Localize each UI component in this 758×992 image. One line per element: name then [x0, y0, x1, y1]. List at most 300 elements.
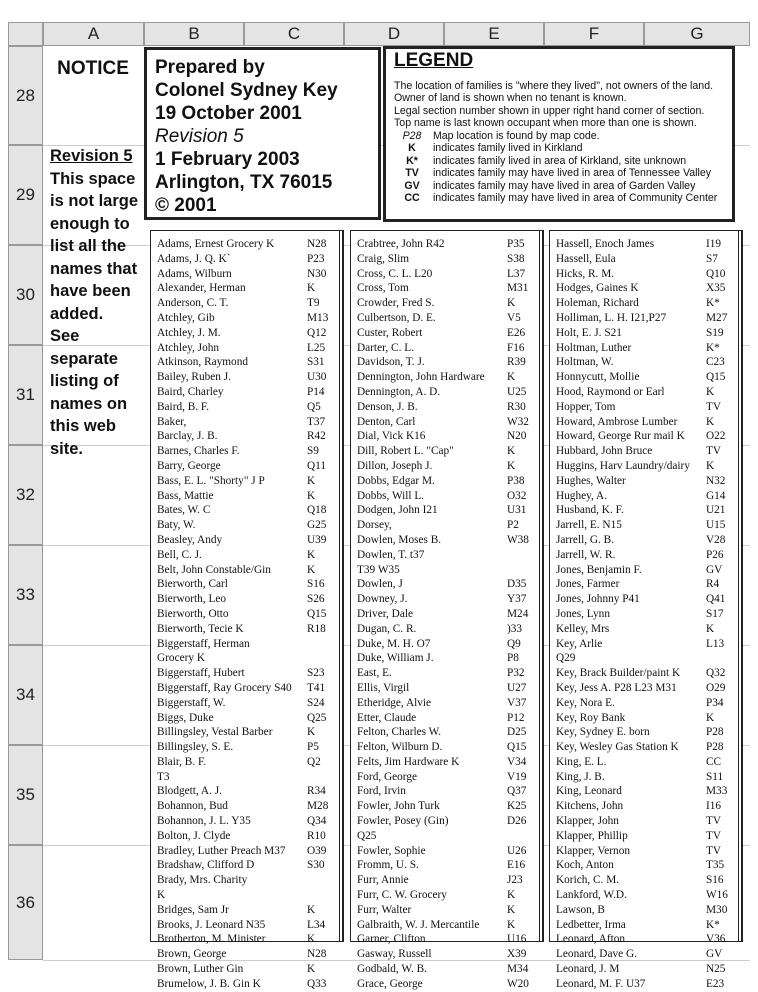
- legend-code-row: [394, 167, 724, 180]
- entry-map-code: M30: [706, 903, 728, 916]
- entry-map-code: Q9: [507, 637, 521, 650]
- entry-name: Klapper, Phillip: [556, 829, 628, 842]
- entry-map-code: M24: [507, 607, 529, 620]
- legend-code-description: indicates family may have lived in area of Tennessee Valley: [430, 167, 712, 179]
- row-header-28[interactable]: 28: [8, 46, 43, 145]
- entry-name: Crabtree, John R42: [357, 238, 445, 250]
- entry-map-code: S30: [307, 859, 325, 872]
- entry-name: King, J. B.: [556, 770, 605, 783]
- prepared-line-6: Arlington, TX 76015: [155, 172, 333, 193]
- entry-map-code: P28: [706, 741, 724, 754]
- name-entry: [357, 932, 535, 947]
- entry-map-code: L34: [307, 918, 326, 931]
- row-header-33[interactable]: 33: [8, 545, 43, 645]
- entry-map-code: Y37: [507, 593, 527, 606]
- name-entry: [556, 977, 734, 992]
- entry-map-code: Q15: [507, 741, 527, 754]
- entry-name: Bierworth, Carl: [157, 578, 228, 591]
- entry-map-code: K: [307, 726, 316, 739]
- name-entry: [556, 829, 734, 844]
- name-entry: [157, 400, 335, 415]
- entry-map-code: P38: [507, 474, 525, 487]
- entry-name: Hood, Raymond or Earl: [556, 385, 665, 398]
- entry-map-code: E23: [706, 977, 725, 990]
- name-entry: [157, 888, 335, 903]
- entry-map-code: P23: [307, 252, 325, 265]
- name-entry: [357, 858, 535, 873]
- name-entry: [556, 459, 734, 474]
- entry-map-code: N28: [307, 948, 327, 961]
- name-entry: [556, 814, 734, 829]
- name-entry: [157, 947, 335, 962]
- entry-name: Furr, Annie: [357, 874, 409, 887]
- name-entry: [556, 918, 734, 933]
- entry-name: Bates, W. C: [157, 504, 211, 517]
- prepared-by-box: [144, 47, 381, 220]
- entry-map-code: R42: [307, 430, 326, 443]
- legend-note: Owner of land is shown when no tenant is known.: [394, 92, 627, 104]
- entry-name: Key, Jess A. P28 L23 M31: [556, 681, 677, 694]
- entry-name: Bolton, J. Clyde: [157, 829, 231, 842]
- column-header-f[interactable]: F: [544, 22, 644, 46]
- name-entry: [157, 459, 335, 474]
- entry-map-code: I16: [706, 800, 722, 813]
- entry-name: Korich, C. M.: [556, 874, 620, 887]
- revision-note-line: this web: [50, 417, 117, 435]
- column-header-d[interactable]: D: [344, 22, 444, 46]
- entry-name: Darter, C. L.: [357, 341, 414, 354]
- entry-name: Brown, Luther Gin: [157, 963, 244, 976]
- name-entry: [556, 651, 734, 666]
- entry-name: Howard, Ambrose Lumber: [556, 415, 678, 428]
- entry-name: Holeman, Richard: [556, 297, 639, 310]
- entry-map-code: U26: [507, 844, 527, 857]
- name-entry: [157, 962, 335, 977]
- entry-name: Dodgen, John I21: [357, 504, 438, 517]
- name-entry: [157, 903, 335, 918]
- entry-name: Fowler, Sophie: [357, 844, 426, 857]
- entry-map-code: K: [507, 459, 516, 472]
- name-entry: [556, 444, 734, 459]
- name-entry: [157, 548, 335, 563]
- entry-name: Bierworth, Leo: [157, 593, 227, 606]
- revision-note-line: See: [50, 327, 80, 345]
- entry-name: Downey, J.: [357, 593, 408, 606]
- revision-note-line: is not large: [50, 192, 139, 210]
- revision-note-line: separate: [50, 349, 118, 368]
- entry-name: Duke, M. H. O7: [357, 637, 431, 650]
- revision-note-line: site.: [50, 439, 84, 458]
- entry-map-code: K: [507, 918, 516, 931]
- name-entry: [357, 415, 535, 430]
- name-entry: [357, 651, 535, 666]
- column-header-c[interactable]: C: [244, 22, 344, 46]
- entry-name: Baker,: [157, 415, 187, 428]
- name-entry: [556, 873, 734, 888]
- name-entry: [157, 444, 335, 459]
- notice-heading: NOTICE: [57, 58, 129, 79]
- entry-map-code: Q12: [307, 326, 327, 339]
- entry-map-code: [307, 651, 335, 666]
- prepared-line-1: Prepared by: [155, 57, 265, 78]
- name-entry: [556, 489, 734, 504]
- name-entry: [157, 681, 335, 696]
- entry-name: Gasway, Russell: [357, 948, 432, 961]
- name-entry: [157, 311, 335, 326]
- name-entry: [357, 385, 535, 400]
- name-entry: [556, 341, 734, 356]
- entry-name: East, E.: [357, 667, 392, 680]
- entry-name: Billingsley, S. E.: [157, 741, 234, 754]
- entry-name: Crowder, Fred S.: [357, 297, 435, 310]
- entry-name: Blodgett, A. J.: [157, 785, 222, 798]
- name-entry: [556, 237, 734, 252]
- name-entry: [556, 740, 734, 755]
- entry-name: Kelley, Mrs: [556, 622, 610, 635]
- entry-name: Howard, George Rur mail K: [556, 430, 685, 443]
- row-header-36[interactable]: 36: [8, 845, 43, 960]
- name-entry: [556, 326, 734, 341]
- entry-map-code: V5: [507, 311, 521, 324]
- entry-map-code: V34: [507, 755, 527, 768]
- entry-map-code: S19: [706, 326, 724, 339]
- entry-name: Dorsey,: [357, 519, 392, 532]
- entry-map-code: X35: [706, 282, 726, 295]
- entry-map-code: L25: [307, 341, 326, 354]
- name-entry: [157, 858, 335, 873]
- entry-name: Culbertson, D. E.: [357, 311, 436, 324]
- name-entry: [157, 844, 335, 859]
- entry-name: Alexander, Herman: [157, 282, 246, 295]
- entry-map-code: O22: [706, 430, 726, 443]
- legend-code: K: [408, 142, 416, 154]
- entry-map-code: U15: [706, 519, 726, 532]
- entry-map-code: Q37: [507, 785, 527, 798]
- row-header-35[interactable]: 35: [8, 745, 43, 845]
- name-entry: [157, 370, 335, 385]
- legend-note: The location of families is "where they lived", not owners of the land.: [394, 79, 714, 92]
- entry-map-code: O39: [307, 844, 327, 857]
- entry-map-code: Q15: [706, 371, 726, 384]
- entry-name: Hicks, R. M.: [556, 267, 615, 280]
- entry-name: Hopper, Tom: [556, 400, 616, 413]
- entry-name: Huggins, Harv Laundry/dairy: [556, 459, 690, 472]
- entry-map-code: K: [307, 282, 316, 295]
- name-entry: [357, 799, 535, 814]
- name-entry: [357, 592, 535, 607]
- entry-name: Blair, B. F.: [157, 755, 207, 768]
- entry-map-code: K*: [706, 341, 720, 354]
- entry-map-code: J23: [507, 874, 523, 887]
- entry-name: Barclay, J. B.: [157, 430, 218, 443]
- entry-map-code: K: [507, 889, 516, 902]
- entry-name: Biggerstaff, Hubert: [157, 667, 245, 680]
- entry-name: Felton, Wilburn D.: [357, 741, 443, 754]
- name-entry: [157, 326, 335, 341]
- entry-map-code: [507, 563, 535, 578]
- entry-map-code: [507, 548, 535, 563]
- entry-map-code: P2: [507, 519, 519, 532]
- name-entry: [357, 814, 535, 829]
- entry-name: Atchley, John: [157, 341, 220, 354]
- name-entry: [157, 503, 335, 518]
- entry-map-code: TV: [706, 829, 722, 842]
- names-list-3: [549, 230, 739, 990]
- name-entry: [556, 518, 734, 533]
- prepared-line-7: © 2001: [155, 195, 217, 216]
- entry-map-code: N28: [307, 238, 327, 250]
- name-entry: [157, 666, 335, 681]
- name-entry: [157, 415, 335, 430]
- entry-name: Felts, Jim Hardware K: [357, 755, 460, 768]
- name-entry: [556, 563, 734, 578]
- entry-map-code: K: [307, 563, 316, 576]
- name-entry: [157, 237, 335, 252]
- legend-code-row: [394, 180, 724, 193]
- entry-map-code: W20: [507, 977, 529, 990]
- name-entry: [157, 385, 335, 400]
- entry-map-code: V36: [706, 933, 726, 946]
- entry-map-code: Q2: [307, 755, 321, 768]
- entry-map-code: K: [307, 933, 316, 946]
- entry-name: Etheridge, Alvie: [357, 696, 432, 709]
- name-entry: [556, 637, 734, 652]
- entry-name: Leonard, J. M: [556, 963, 620, 976]
- entry-map-code: N30: [307, 267, 327, 280]
- entry-map-code: V28: [706, 533, 726, 546]
- entry-map-code: K: [706, 711, 715, 724]
- revision-note-line: listing of: [50, 372, 119, 390]
- entry-map-code: L13: [706, 637, 725, 650]
- name-entry: [556, 932, 734, 947]
- entry-map-code: [307, 888, 335, 903]
- name-entry: [157, 489, 335, 504]
- entry-map-code: M33: [706, 785, 728, 798]
- entry-name: Cross, Tom: [357, 282, 409, 295]
- entry-map-code: S26: [307, 593, 325, 606]
- entry-name: Jones, Johnny P41: [556, 593, 640, 606]
- name-entry: [157, 592, 335, 607]
- entry-name: Holtman, Luther: [556, 341, 632, 354]
- entry-map-code: W16: [706, 889, 728, 902]
- name-entry: [157, 622, 335, 637]
- name-entry: [357, 962, 535, 977]
- entry-name: Kitchens, John: [556, 800, 624, 813]
- name-entry: [556, 784, 734, 799]
- name-entry: [157, 829, 335, 844]
- prepared-line-4: Revision 5: [155, 126, 244, 147]
- names-list-1: [150, 230, 340, 990]
- name-entry: [556, 252, 734, 267]
- name-entry: [556, 844, 734, 859]
- entry-map-code: D35: [507, 578, 527, 591]
- entry-map-code: P12: [507, 711, 525, 724]
- name-entry: [157, 651, 335, 666]
- entry-name: Holliman, L. H. I21,P27: [556, 311, 667, 324]
- entry-name: Barry, George: [157, 459, 221, 472]
- name-entry: [556, 370, 734, 385]
- entry-map-code: [507, 829, 535, 844]
- entry-name: Lawson, B: [556, 903, 605, 916]
- column-header-g[interactable]: G: [644, 22, 750, 46]
- legend-code-description: indicates family lived in Kirkland: [430, 142, 583, 154]
- revision-note-line: have been: [50, 282, 131, 300]
- entry-map-code: U30: [307, 371, 327, 384]
- name-entry: [157, 281, 335, 296]
- entry-name: Craig, Slim: [357, 252, 410, 265]
- name-entry: [556, 592, 734, 607]
- entry-map-code: T35: [706, 859, 725, 872]
- entry-map-code: K: [307, 903, 316, 916]
- entry-map-code: I19: [706, 238, 722, 250]
- column-header-b[interactable]: B: [144, 22, 244, 46]
- name-entry: [556, 503, 734, 518]
- entry-name: Bradshaw, Clifford D: [157, 859, 255, 872]
- entry-map-code: U16: [507, 933, 527, 946]
- entry-name: Fromm, U. S.: [357, 859, 419, 872]
- revision-note-line: names that: [50, 259, 138, 278]
- entry-map-code: F16: [507, 341, 525, 354]
- entry-name: Baird, Charley: [157, 385, 224, 398]
- entry-name: Key, Sydney E. born: [556, 726, 650, 739]
- entry-map-code: X39: [507, 948, 527, 961]
- entry-map-code: C23: [706, 356, 725, 369]
- name-entry: [357, 444, 535, 459]
- legend-note: Top name is last known occupant when more than one is shown.: [394, 117, 697, 129]
- legend-code-row: [394, 142, 724, 155]
- entry-name: Klapper, John: [556, 815, 619, 828]
- entry-map-code: TV: [706, 844, 722, 857]
- name-entry: [556, 548, 734, 563]
- legend-code-row: [394, 192, 724, 205]
- row-header-30[interactable]: 30: [8, 245, 43, 345]
- name-entry: [357, 355, 535, 370]
- entry-map-code: Q10: [706, 267, 726, 280]
- name-entry: [556, 355, 734, 370]
- entry-map-code: K: [307, 474, 316, 487]
- entry-name: Denson, J. B.: [357, 400, 418, 413]
- name-entry: [556, 696, 734, 711]
- entry-map-code: CC: [706, 755, 722, 768]
- entry-name: Jones, Benjamin F.: [556, 563, 642, 576]
- entry-map-code: M27: [706, 311, 728, 324]
- legend-code-description: indicates family lived in area of Kirkland, site unknown: [430, 154, 687, 167]
- name-entry: [157, 518, 335, 533]
- entry-name: Hassell, Eula: [556, 252, 616, 265]
- name-entry: [157, 814, 335, 829]
- entry-name: Ford, George: [357, 770, 418, 783]
- name-entry: [357, 341, 535, 356]
- entry-name: Ford, Irvin: [357, 785, 406, 798]
- entry-name: Husband, K. F.: [556, 504, 624, 517]
- name-entry: [357, 429, 535, 444]
- entry-map-code: S16: [706, 874, 724, 887]
- entry-map-code: Q33: [307, 977, 327, 990]
- entry-map-code: D26: [507, 815, 527, 828]
- entry-map-code: P26: [706, 548, 724, 561]
- entry-map-code: R10: [307, 829, 326, 842]
- name-entry: [357, 740, 535, 755]
- sheet-corner[interactable]: [8, 22, 43, 46]
- entry-name: Hubbard, John Bruce: [556, 445, 653, 458]
- entry-map-code: T37: [307, 415, 326, 428]
- entry-name: Hughey, A.: [556, 489, 608, 502]
- entry-name: Key, Wesley Gas Station K: [556, 741, 679, 754]
- entry-map-code: P28: [706, 726, 724, 739]
- name-entry: [357, 518, 535, 533]
- entry-map-code: Q5: [307, 400, 321, 413]
- name-entry: [357, 888, 535, 903]
- entry-name: Custer, Robert: [357, 326, 423, 339]
- name-entry: [357, 503, 535, 518]
- entry-name: Bierworth, Otto: [157, 607, 229, 620]
- column-header-a[interactable]: A: [43, 22, 144, 46]
- entry-name: Biggerstaff, Herman: [157, 637, 250, 650]
- entry-map-code: Q25: [307, 711, 327, 724]
- name-entry: [357, 844, 535, 859]
- entry-name: Leonard, M. F. U37: [556, 977, 646, 990]
- entry-name: Brumelow, J. B. Gin K: [157, 977, 261, 990]
- entry-map-code: M31: [507, 282, 529, 295]
- name-entry: [157, 637, 335, 652]
- entry-map-code: U31: [507, 504, 527, 517]
- row-header-31[interactable]: 31: [8, 345, 43, 445]
- column-header-e[interactable]: E: [444, 22, 544, 46]
- entry-name: Key, Arlie: [556, 637, 603, 650]
- entry-name: Bell, C. J.: [157, 548, 202, 561]
- name-entry: [556, 858, 734, 873]
- row-header-29[interactable]: 29: [8, 145, 43, 245]
- revision-note-title: Revision 5: [50, 147, 133, 165]
- name-entry: [357, 459, 535, 474]
- entry-name: Key, Nora E.: [556, 696, 615, 709]
- name-entry: [157, 474, 335, 489]
- entry-name: Q29: [556, 652, 576, 665]
- revision-note-line: list all the: [50, 237, 127, 255]
- name-entry: [357, 577, 535, 592]
- entry-map-code: K: [507, 903, 516, 916]
- entry-name: Billingsley, Vestal Barber: [157, 726, 273, 739]
- name-entry: [157, 784, 335, 799]
- entry-map-code: TV: [706, 400, 722, 413]
- name-entry: [157, 755, 335, 770]
- entry-name: King, Leonard: [556, 785, 622, 798]
- entry-name: Fowler, Posey (Gin): [357, 815, 449, 828]
- entry-name: Furr, Walter: [357, 903, 412, 916]
- row-header-34[interactable]: 34: [8, 645, 43, 745]
- prepared-line-2: Colonel Sydney Key: [155, 80, 338, 101]
- entry-name: Adams, Ernest Grocery K: [157, 238, 275, 250]
- entry-name: Bailey, Ruben J.: [157, 371, 231, 384]
- entry-name: Bradley, Luther Preach M37: [157, 844, 286, 857]
- entry-name: Dowlen, T. t37: [357, 548, 425, 561]
- entry-name: Jarrell, E. N15: [556, 519, 622, 532]
- entry-map-code: N32: [706, 474, 726, 487]
- entry-name: Dobbs, Edgar M.: [357, 474, 435, 487]
- name-entry: [357, 326, 535, 341]
- name-entry: [357, 311, 535, 326]
- entry-name: Belt, John Constable/Gin: [157, 563, 271, 576]
- entry-name: Hodges, Gaines K: [556, 282, 639, 295]
- name-entry: [556, 474, 734, 489]
- row-header-32[interactable]: 32: [8, 445, 43, 545]
- name-entry: [357, 918, 535, 933]
- entry-name: Holt, E. J. S21: [556, 326, 622, 339]
- entry-name: T39 W35: [357, 563, 400, 576]
- entry-name: Grocery K: [157, 652, 205, 665]
- entry-map-code: [307, 770, 335, 785]
- revision-note-line: added.: [50, 304, 104, 323]
